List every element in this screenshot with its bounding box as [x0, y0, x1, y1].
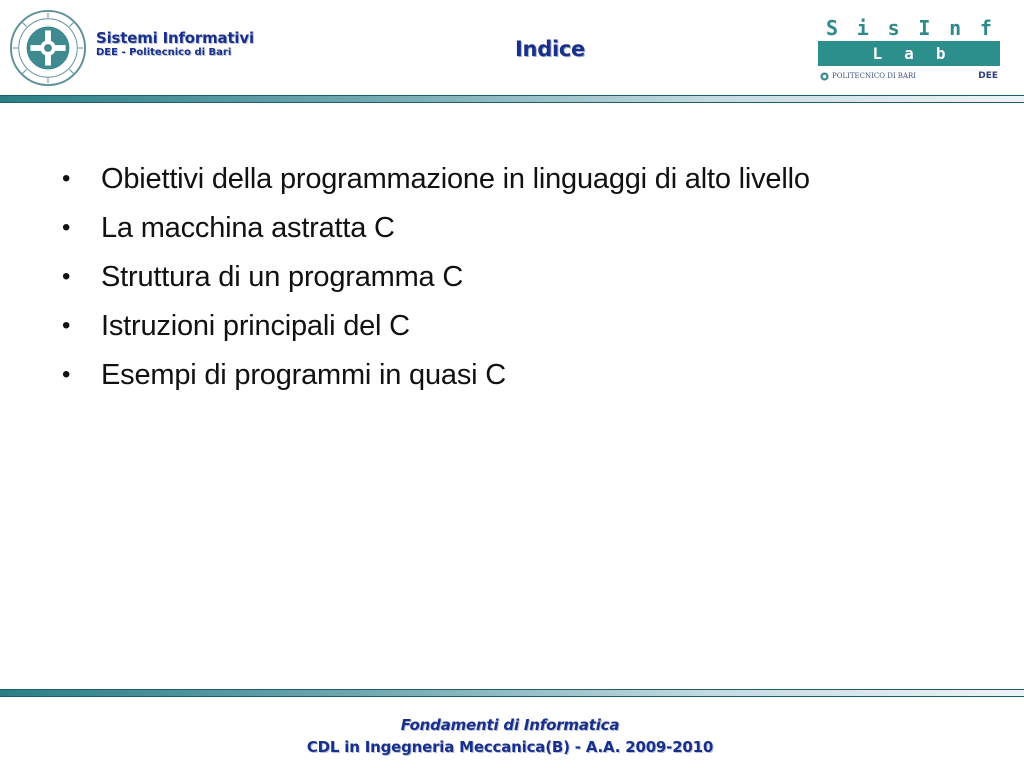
lab-letter: f — [979, 15, 992, 40]
lab-letter: a — [904, 44, 914, 63]
lab-letter: s — [887, 15, 900, 40]
list-item-text: Struttura di un programma C — [101, 261, 464, 293]
footer-degree: CDL in Ingegneria Meccanica(B) - A.A. 2009-2010 — [306, 738, 714, 756]
lab-logo-top — [818, 14, 1000, 41]
dee-mark: DEE — [978, 71, 998, 81]
small-seal-icon — [820, 72, 829, 81]
org-name: Sistemi Informativi — [96, 29, 254, 47]
list-item — [62, 158, 810, 207]
footer-course: Fondamenti di Informatica — [400, 716, 620, 734]
list-item — [62, 207, 810, 256]
footer-divider — [0, 689, 1024, 697]
list-item — [62, 305, 810, 354]
bullet-dot: • — [62, 263, 71, 290]
list-item — [62, 256, 810, 305]
lab-letter: i — [856, 15, 869, 40]
bullet-dot: • — [62, 361, 71, 388]
lab-letter: n — [949, 15, 962, 40]
list-item — [62, 354, 810, 403]
list-item-text: La macchina astratta C — [101, 212, 395, 244]
lab-letter: I — [918, 15, 931, 40]
bullet-list — [62, 158, 810, 403]
list-item-text: Istruzioni principali del C — [101, 310, 410, 342]
politecnico-text: POLITECNICO DI BARI — [832, 72, 917, 80]
lab-letter: b — [935, 44, 946, 63]
bullet-dot: • — [62, 165, 71, 192]
bullet-dot: • — [62, 214, 71, 241]
sisinf-lab-logo — [818, 14, 1000, 84]
org-subtitle: DEE - Politecnico di Bari — [96, 47, 232, 58]
lab-logo-band — [818, 41, 1000, 66]
bullet-dot: • — [62, 312, 71, 339]
lab-letter: S — [826, 15, 839, 40]
header-divider — [0, 95, 1024, 103]
slide-title: Indice — [515, 37, 585, 61]
list-item-text: Obiettivi della programmazione in linguaggi di alto livello — [101, 163, 810, 195]
lab-letter: L — [872, 44, 883, 63]
politecnico-mark — [820, 72, 916, 81]
list-item-text: Esempi di programmi in quasi C — [101, 359, 506, 391]
lab-logo-footer — [818, 70, 1000, 82]
footer — [0, 714, 1020, 758]
